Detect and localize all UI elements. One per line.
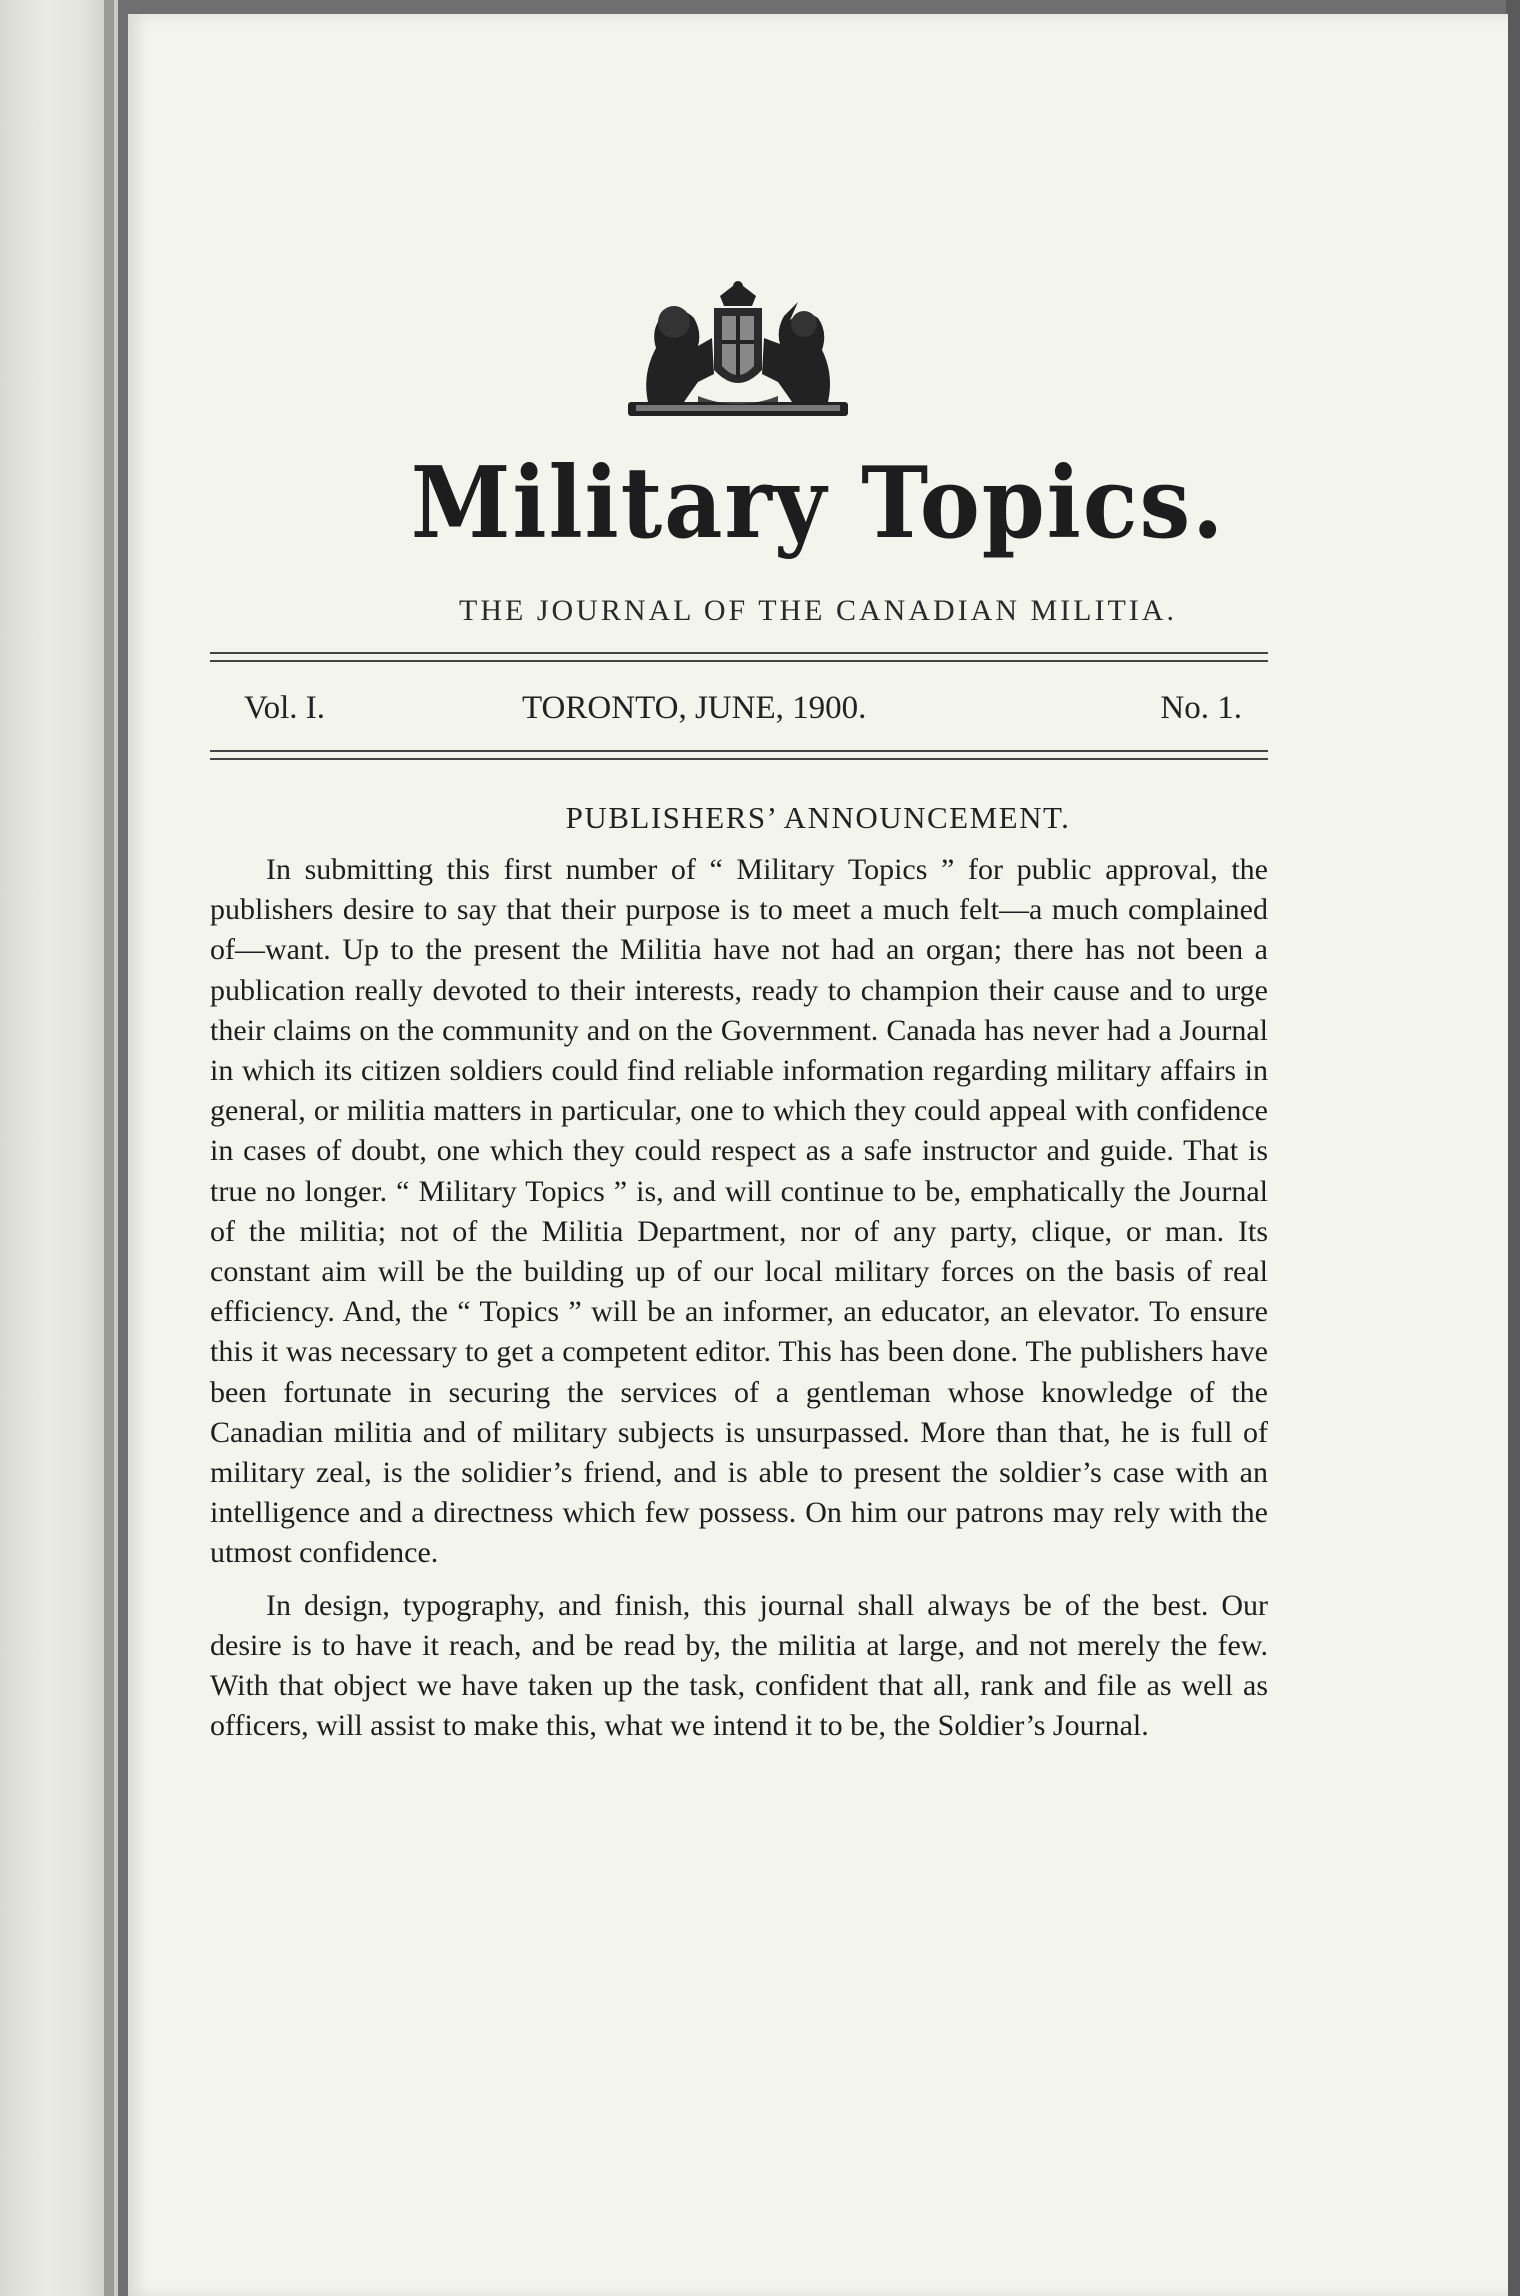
article-paragraph: In design, typography, and finish, this journal shall always be of the best. Our desire is to have it reach, and be read by, the militia at large, and not merely the few. With that object we have taken up the task, confident that all, rank and file as well as officers, will assist to make this, what we intend it to be, the Soldier’s Journal.: [210, 1588, 1268, 1743]
journal-page: [128, 14, 1508, 2296]
double-rule-top: [210, 652, 1268, 654]
binding-gutter: [104, 0, 114, 2296]
masthead-title: Military Topics.: [410, 446, 1226, 561]
royal-coat-of-arms-icon: [628, 278, 848, 424]
issue-number-label: No. 1.: [1160, 690, 1242, 726]
masthead-subtitle: THE JOURNAL OF THE CANADIAN MILITIA.: [459, 594, 1177, 627]
scan-background-edge: [1506, 0, 1520, 2296]
facing-page-edge: [0, 0, 118, 2296]
article-paragraph: In submitting this first number of “ Military Topics ” for public approval, the publishers desire to say that their purpose is to meet a much felt—a much complained of—want. Up to the present the Militia have not had an organ; there has not been a publication really devoted to their interests, ready to champion their cause and to urge their claims on the community and on the Government. Canada has never had a Journal in which its citizen soldiers could find reliable information regarding military affairs in general, or militia matters in particular, one to which they could appeal with confidence in cases of doubt, one which they could respect as a safe instructor and guide. That is true no longer. “ Military Topics ” is, and will continue to be, emphatically the Journal of the militia; not of the Militia Department, nor of any party, clique, or man. Its constant aim will be the building up of our local military forces on the basis of real efficiency. And, the “ Topics ” will be an informer, an educator, an elevator. To ensure this it was necessary to get a competent editor. This has been done. The publishers have been fortunate in securing the services of a gentleman whose knowledge of the Canadian militia and of military subjects is unsurpassed. More than that, he is full of military zeal, is the solidier’s friend, and is able to present the soldier’s case with an intelligence and a directness which few possess. On him our patrons may rely with the utmost confidence.: [210, 853, 1268, 1570]
issue-info-bar: [210, 690, 1268, 746]
double-rule-bottom: [210, 750, 1268, 752]
place-date-label: TORONTO, JUNE, 1900.: [522, 690, 867, 726]
article-body: [210, 850, 1268, 1746]
volume-label: Vol. I.: [244, 690, 325, 726]
double-rule-top-inner: [210, 660, 1268, 662]
double-rule-bottom-inner: [210, 758, 1268, 760]
article-title: PUBLISHERS’ ANNOUNCEMENT.: [565, 800, 1071, 835]
